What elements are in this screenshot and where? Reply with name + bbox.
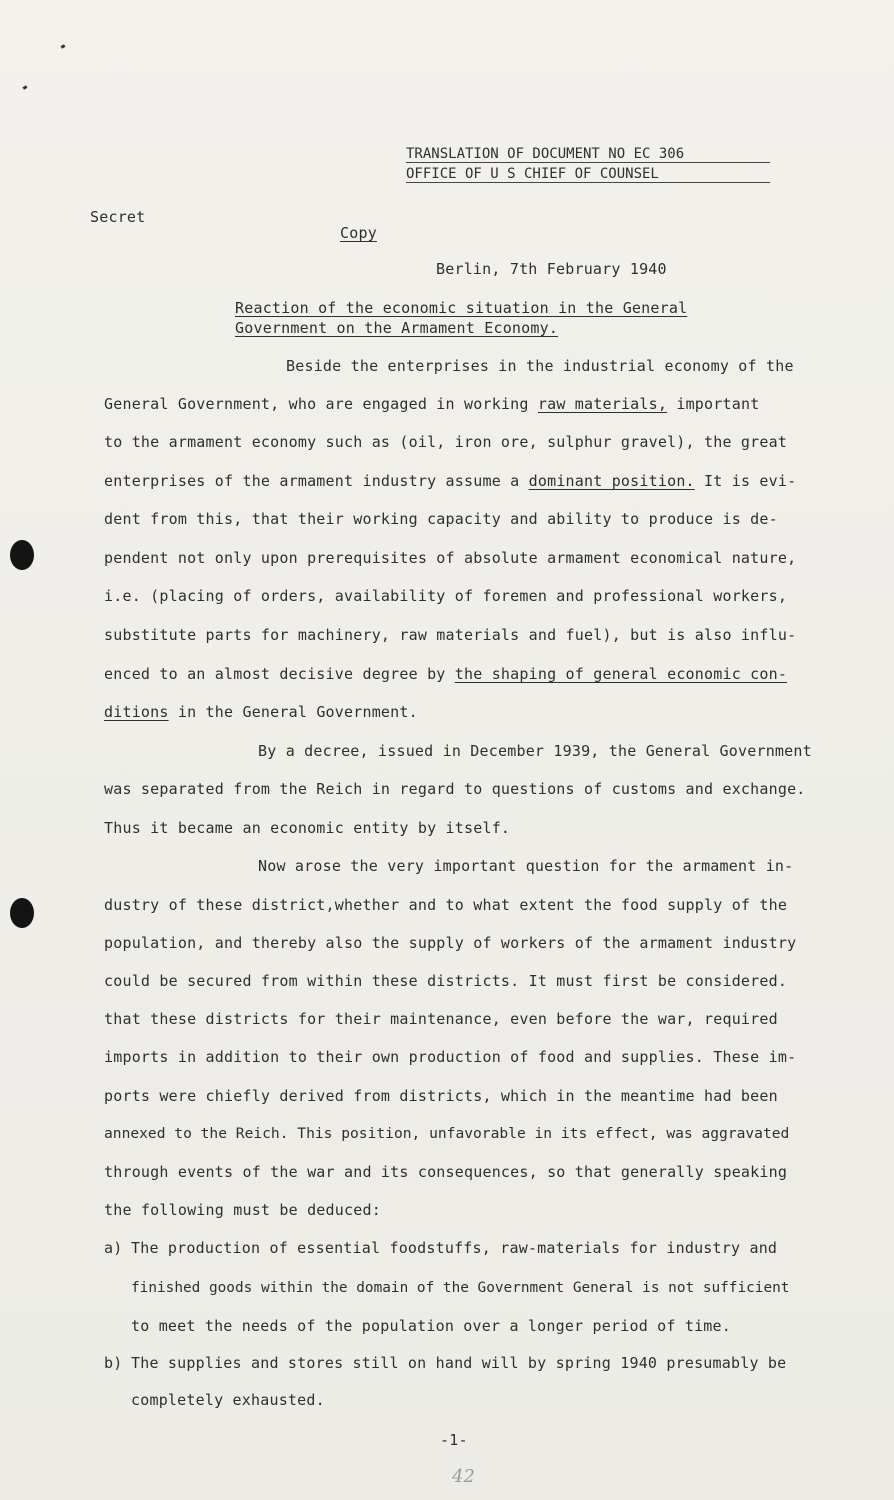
body-line — [104, 664, 787, 684]
text-span: important — [676, 395, 760, 413]
body-line: By a decree, issued in December 1939, the General Government — [258, 742, 812, 760]
body-line: i.e. (placing of orders, availability of foremen and professional workers, — [104, 587, 788, 605]
text-span: enced to an almost decisive degree by — [104, 665, 446, 683]
dateline: Berlin, 7th February 1940 — [436, 260, 667, 278]
body-line — [104, 471, 796, 491]
body-line: pendent not only upon prerequisites of absolute armament economical nature, — [104, 549, 797, 567]
copy-label: Copy — [340, 224, 377, 242]
body-line: dustry of these district,whether and to what extent the food supply of the — [104, 896, 788, 914]
body-line: Beside the enterprises in the industrial economy of the — [286, 357, 794, 375]
body-line — [104, 702, 418, 722]
text-span: enterprises of the armament industry assume a — [104, 472, 520, 490]
list-item-line: finished goods within the domain of the Government General is not sufficient — [131, 1280, 790, 1296]
subject-line-2: Government on the Armament Economy. — [235, 319, 559, 337]
body-line: ports were chiefly derived from districts, which in the meantime had been — [104, 1087, 778, 1105]
body-line: Now arose the very important question for the armament in- — [258, 857, 794, 875]
subject-line-1: Reaction of the economic situation in the General — [235, 299, 688, 317]
header-line-1: TRANSLATION OF DOCUMENT NO EC 306 — [406, 146, 685, 162]
body-line: that these districts for their maintenance, even before the war, required — [104, 1010, 778, 1028]
text-span: working — [464, 395, 529, 413]
list-item-line: The production of essential foodstuffs, raw-materials for industry and — [131, 1239, 778, 1257]
body-line: through events of the war and its consequences, so that generally speaking — [104, 1163, 788, 1181]
header-rule-2 — [406, 182, 770, 183]
body-line: the following must be deduced: — [104, 1201, 381, 1219]
text-span: General Government, who are engaged in — [104, 395, 455, 413]
stray-mark — [23, 85, 28, 90]
list-marker-a: a) — [104, 1239, 123, 1257]
header-line-2: OFFICE OF U S CHIEF OF COUNSEL — [406, 166, 659, 182]
body-line: population, and thereby also the supply of workers of the armament industry — [104, 934, 797, 952]
emphasis-raw-materials: raw materials, — [537, 395, 668, 413]
body-line: to the armament economy such as (oil, iron ore, sulphur gravel), the great — [104, 433, 788, 451]
stray-mark — [61, 44, 66, 49]
punch-hole-top — [10, 540, 34, 570]
body-line: annexed to the Reich. This position, unfavorable in its effect, was aggravated — [104, 1125, 790, 1142]
body-line: dent from this, that their working capacity and ability to produce is de- — [104, 510, 778, 528]
text-span: It is evi- — [704, 472, 797, 490]
emphasis-dominant-position: dominant position. — [528, 472, 695, 490]
emphasis-conditions: ditions — [104, 703, 169, 721]
body-line: substitute parts for machinery, raw materials and fuel), but is also influ- — [104, 626, 797, 644]
page-number: -1- — [440, 1431, 468, 1449]
body-line — [104, 394, 759, 414]
body-line: Thus it became an economic entity by itself. — [104, 819, 511, 837]
text-span: in the General Government. — [177, 703, 418, 721]
emphasis-shaping: the shaping of general economic con- — [454, 665, 788, 683]
body-line: could be secured from within these districts. It must first be considered. — [104, 972, 788, 990]
classification-label: Secret — [90, 208, 146, 226]
list-item-line: completely exhausted. — [131, 1391, 325, 1409]
handwritten-page-number: 42 — [452, 1466, 475, 1487]
list-item-line: to meet the needs of the population over a longer period of time. — [131, 1317, 731, 1335]
body-line: was separated from the Reich in regard to questions of customs and exchange. — [104, 780, 806, 798]
punch-hole-bottom — [10, 898, 34, 928]
list-item-line: The supplies and stores still on hand will by spring 1940 presumably be — [131, 1354, 787, 1372]
list-marker-b: b) — [104, 1354, 123, 1372]
header-rule-1 — [406, 162, 770, 163]
body-line: imports in addition to their own production of food and supplies. These im- — [104, 1048, 797, 1066]
